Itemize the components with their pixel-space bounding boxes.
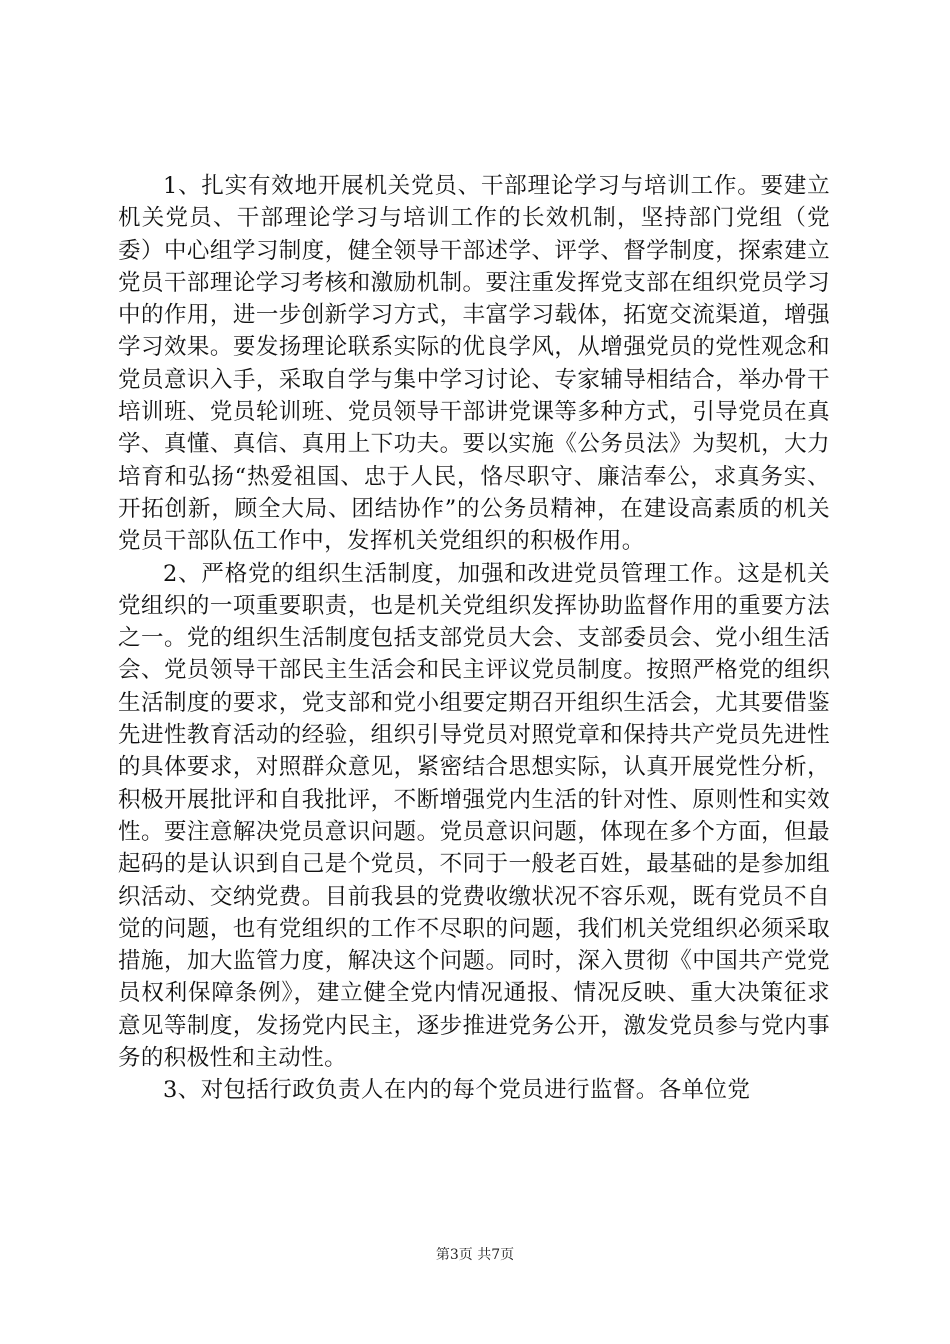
body-text <box>118 170 830 1107</box>
paragraph-1: 1、扎实有效地开展机关党员、干部理论学习与培训工作。要建立机关党员、干部理论学习与培训工作的长效机制，坚持部门党组（党委）中心组学习制度，健全领导干部述学、评学、督学制度，探索建立党员干部理论学习考核和激励机制。要注重发挥党支部在组织党员学习中的作用，进一步创新学习方式，丰富学习载体，拓宽交流渠道，增强学习效果。要发扬理论联系实际的优良学风，从增强党员的党性观念和党员意识入手，采取自学与集中学习讨论、专家辅导相结合，举办骨干培训班、党员轮训班、党员领导干部讲党课等多种方式，引导党员在真学、真懂、真信、真用上下功夫。要以实施《公务员法》为契机，大力培育和弘扬“热爱祖国、忠于人民，恪尽职守、廉洁奉公，求真务实、开拓创新，顾全大局、团结协作”的公务员精神，在建设高素质的机关党员干部队伍工作中，发挥机关党组织的积极作用。 <box>118 173 830 555</box>
paragraph-2: 2、严格党的组织生活制度，加强和改进党员管理工作。这是机关党组织的一项重要职责，也是机关党组织发挥协助监督作用的重要方法之一。党的组织生活制度包括支部党员大会、支部委员会、党小组生活会、党员领导干部民主生活会和民主评议党员制度。按照严格党的组织生活制度的要求，党支部和党小组要定期召开组织生活会，尤其要借鉴先进性教育活动的经验，组织引导党员对照党章和保持共产党员先进性的具体要求，对照群众意见，紧密结合思想实际，认真开展党性分析，积极开展批评和自我批评，不断增强党内生活的针对性、原则性和实效性。要注意解决党员意识问题。党员意识问题，体现在多个方面，但最起码的是认识到自己是个党员，不同于一般老百姓，最基础的是参加组织活动、交纳党费。目前我县的党费收缴状况不容乐观，既有党员不自觉的问题，也有党组织的工作不尽职的问题，我们机关党组织必须采取措施，加大监管力度，解决这个问题。同时，深入贯彻《中国共产党党员权利保障条例》，建立健全党内情况通报、情况反映、重大决策征求意见等制度，发扬党内民主，逐步推进党务公开，激发党员参与党内事务的积极性和主动性。 <box>118 560 830 1072</box>
paragraph-3: 3、对包括行政负责人在内的每个党员进行监督。各单位党 <box>163 1077 751 1104</box>
page-footer: 第3页 共7页 <box>435 1247 515 1263</box>
